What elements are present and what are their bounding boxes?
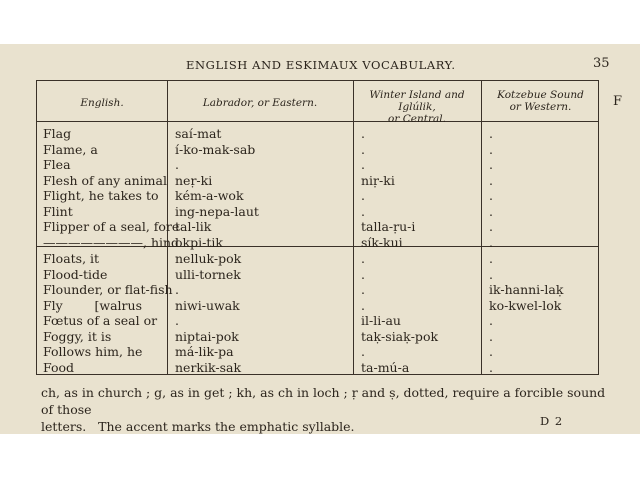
western-cell: .: [489, 251, 493, 266]
labrador-cell: í-ko-mak-sab: [175, 141, 256, 157]
western-cell: .: [489, 219, 493, 234]
central-cell: il-li-au: [361, 313, 401, 328]
table-row: [37, 235, 598, 251]
english-cell: Flea: [43, 157, 71, 172]
western-cell: ik-hanni-laḳ: [489, 282, 564, 297]
english-cell: Follows him, he: [43, 344, 143, 359]
table-row: [37, 204, 598, 220]
western-cell: .: [489, 344, 493, 359]
labrador-cell: ulli-tornek: [175, 266, 241, 282]
central-cell: .: [361, 126, 365, 141]
labrador-cell: okpi-tik: [175, 234, 223, 250]
english-cell: Foggy, it is: [43, 328, 112, 344]
central-cell: .: [361, 297, 365, 313]
labrador-cell: nelluk-pok: [175, 251, 242, 266]
entry-group-2: [37, 251, 598, 375]
table-row: [37, 282, 598, 298]
column-header-central-line2: or Central.: [388, 113, 446, 125]
labrador-cell: kém-a-wok: [175, 188, 244, 203]
central-cell: .: [361, 188, 365, 203]
english-cell: Flag: [43, 126, 72, 141]
english-cell: Floats, it: [43, 251, 100, 266]
central-cell: .: [361, 203, 365, 219]
english-cell: Flame, a: [43, 141, 98, 157]
western-cell: .: [489, 328, 493, 344]
table-row: [37, 251, 598, 267]
page-number: 35: [593, 56, 610, 71]
western-cell: .: [489, 313, 493, 328]
table-row: [37, 313, 598, 329]
signature-mark: D 2: [540, 414, 564, 428]
central-cell: .: [361, 251, 365, 266]
table-row: [37, 344, 598, 360]
western-cell: .: [489, 203, 493, 219]
labrador-cell: niptai-pok: [175, 328, 239, 344]
margin-letter: F: [613, 94, 623, 109]
central-cell: .: [361, 282, 365, 297]
western-cell: .: [489, 234, 493, 250]
column-header-labrador: Labrador, or Eastern.: [202, 97, 318, 109]
table-row: [37, 267, 598, 283]
western-cell: ko-kwel-lok: [489, 297, 562, 313]
labrador-cell: nerkik-sak: [175, 359, 242, 375]
footnote-line-1: ch, as in church ; g, as in get ; kh, as ch in loch ; ṛ and ṣ, dotted, require a forcible sound of those: [41, 385, 606, 417]
central-cell: sík-kui: [361, 234, 403, 250]
table-row: [37, 298, 598, 314]
vocabulary-table: [36, 80, 599, 375]
english-cell: Food: [43, 359, 75, 375]
table-row: [37, 173, 598, 189]
footnote: [41, 384, 621, 435]
western-cell: .: [489, 172, 493, 188]
english-cell: Flood-tide: [43, 266, 108, 282]
central-cell: .: [361, 266, 365, 282]
central-cell: taḳ-siaḳ-pok: [361, 328, 439, 344]
labrador-cell: saí-mat: [175, 126, 222, 141]
english-cell: Flight, he takes to: [43, 188, 159, 203]
column-header-western-line1: Kotzebue Sound: [497, 89, 584, 101]
entry-group-1: [37, 126, 598, 250]
labrador-cell: .: [175, 157, 179, 172]
english-cell: ————————, hind: [43, 234, 180, 250]
english-cell: Flesh of any animal: [43, 172, 167, 188]
labrador-cell: tal-lik: [175, 219, 212, 234]
western-cell: .: [489, 126, 493, 141]
table-row: [37, 360, 598, 376]
footnote-line-2: letters. The accent marks the emphatic syllable.: [41, 419, 355, 434]
western-cell: .: [489, 188, 493, 203]
column-header-english: English.: [80, 97, 124, 109]
english-cell: Flint: [43, 203, 73, 219]
table-row: [37, 188, 598, 204]
labrador-cell: niwi-uwak: [175, 297, 240, 313]
table-row: [37, 142, 598, 158]
western-cell: .: [489, 141, 493, 157]
book-page: [0, 44, 640, 434]
running-title: ENGLISH AND ESKIMAUX VOCABULARY.: [186, 58, 456, 72]
central-cell: .: [361, 157, 365, 172]
english-cell: Flipper of a seal, fore: [43, 219, 180, 234]
table-row: [37, 157, 598, 173]
column-header-western-line2: or Western.: [509, 101, 572, 113]
central-cell: ta-mú-a: [361, 359, 410, 375]
western-cell: .: [489, 359, 493, 375]
central-cell: niṛ-ki: [361, 172, 395, 188]
english-cell: Fœtus of a seal or: [43, 313, 158, 328]
central-cell: talla-ṛu-i: [361, 219, 416, 234]
labrador-cell: ing-nepa-laut: [175, 203, 259, 219]
western-cell: .: [489, 157, 493, 172]
table-row: [37, 126, 598, 142]
column-header-central-line1: Winter Island and Iglúlik,: [369, 89, 465, 113]
english-cell: Fly [walrus: [43, 297, 142, 313]
column-header-western: [481, 89, 600, 113]
table-row: [37, 329, 598, 345]
page-header: [0, 58, 640, 74]
central-cell: .: [361, 141, 365, 157]
labrador-cell: .: [175, 313, 179, 328]
english-cell: Flounder, or flat-fish: [43, 282, 173, 297]
labrador-cell: .: [175, 282, 179, 297]
table-row: [37, 219, 598, 235]
labrador-cell: neṛ-ki: [175, 172, 213, 188]
column-header-central: [353, 89, 481, 125]
header-rule: [37, 121, 598, 122]
labrador-cell: má-lik-pa: [175, 344, 234, 359]
western-cell: .: [489, 266, 493, 282]
central-cell: .: [361, 344, 365, 359]
